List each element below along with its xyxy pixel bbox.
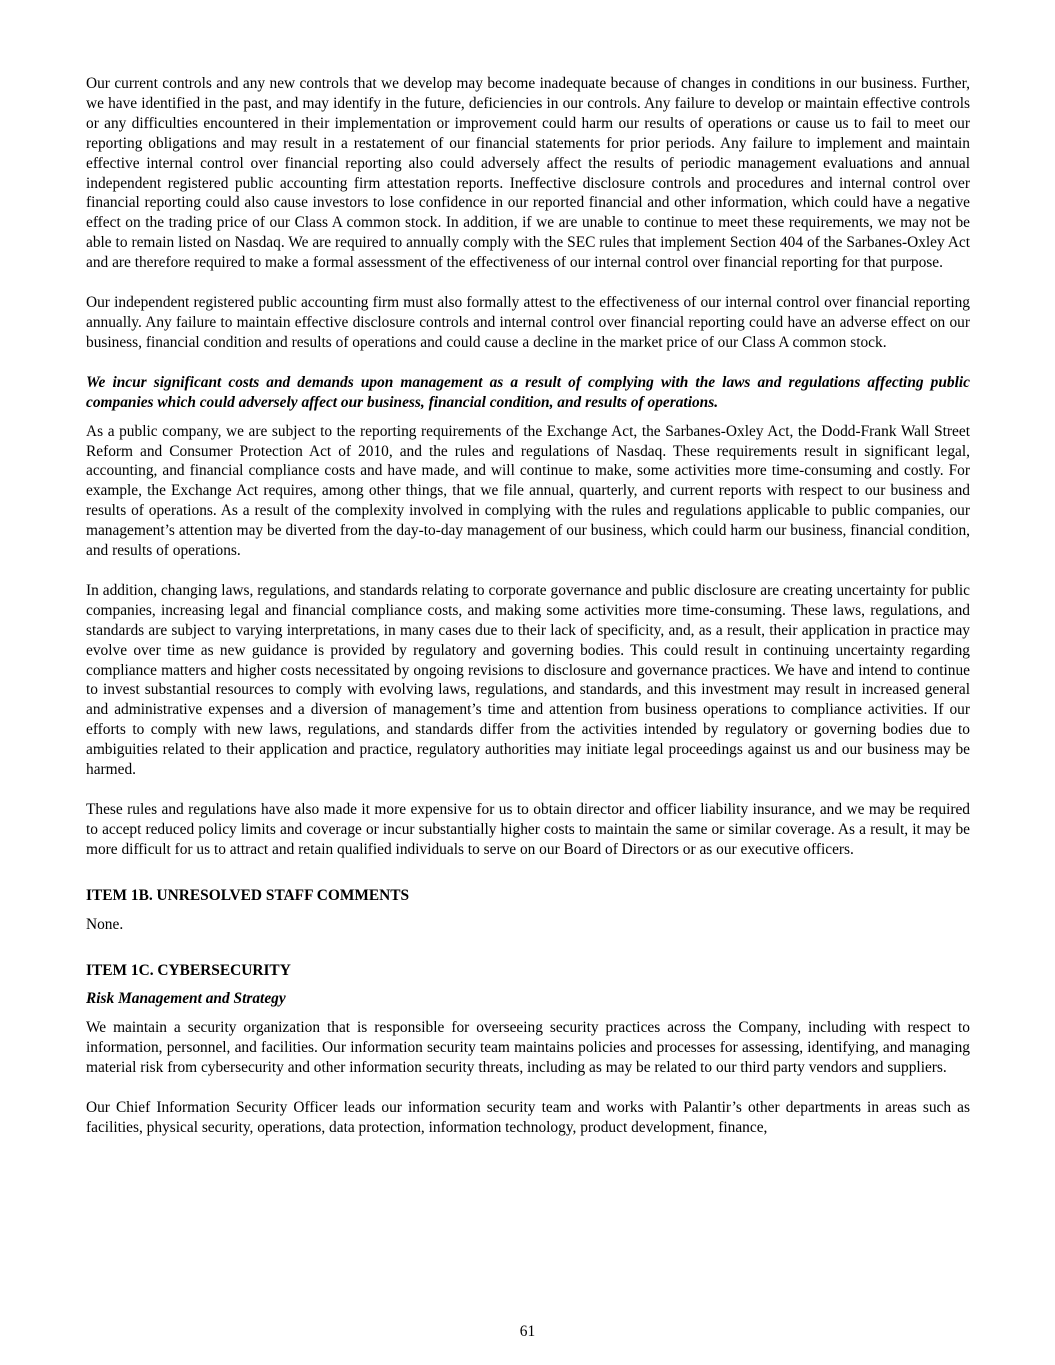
paragraph-insurance-costs: These rules and regulations have also made it more expensive for us to obtain director and officer liability insurance, and we may be required to accept reduced policy limits and coverage or incur substantially higher costs to maintain the same or similar coverage. As a result, it may be more difficult for us to attract and retain qualified individuals to serve on our Board of Directors or as our executive officers.: [86, 801, 970, 858]
risk-management-subheading: Risk Management and Strategy: [86, 990, 286, 1008]
paragraph-public-company-requirements: As a public company, we are subject to the reporting requirements of the Exchange Act, the Sarbanes-Oxley Act, the Dodd-Frank Wall Street Reform and Consumer Protection Act of 2010, and the rules and regulations of Nasdaq. These requirements result in significant legal, accounting, and financial compliance costs and have made, and will continue to make, some activities more time-consuming and costly. For example, the Exchange Act requires, among other things, that we file annual, quarterly, and current reports with respect to our business and results of operations. As a result of the complexity involved in complying with the rules and regulations applicable to public companies, our management’s attention may be diverted from the day-to-day management of our business, which could harm our business, financial condition, and results of operations.: [86, 422, 970, 560]
paragraph-controls-inadequate: Our current controls and any new controls that we develop may become inadequate because of changes in conditions in our business. Further, we have identified in the past, and may identify in the future, deficiencies in our controls. Any failure to develop or maintain effective controls or any difficulties encountered in their implementation or improvement could harm our results of operations or cause us to fail to meet our reporting obligations and may result in a restatement of our financial statements for prior periods. Any failure to implement and maintain effective internal control over financial reporting also could adversely affect the results of periodic management evaluations and annual independent registered public accounting firm attestation reports. Ineffective disclosure controls and procedures and internal control over financial reporting could also cause investors to lose confidence in our reported financial and other information, which could have a negative effect on the trading price of our Class A common stock. In addition, if we are unable to continue to meet these requirements, we may not be able to remain listed on Nasdaq. We are required to annually comply with the SEC rules that implement Section 404 of the Sarbanes-Oxley Act and are therefore required to make a formal assessment of the effectiveness of our internal control over financial reporting for that purpose.: [86, 75, 970, 272]
paragraph-auditor-attestation: Our independent registered public accounting firm must also formally attest to the effectiveness of our internal control over financial reporting annually. Any failure to maintain effective disclosure controls and internal control over financial reporting could have an adverse effect on our business, financial condition and results of operations and could cause a decline in the market price of our Class A common stock.: [86, 294, 970, 351]
paragraph-ciso: Our Chief Information Security Officer leads our information security team and works with Palantir’s other departments in areas such as facilities, physical security, operations, data protection, information technology, product development, finance,: [86, 1099, 970, 1136]
item-1c-heading: ITEM 1C. CYBERSECURITY: [86, 961, 291, 979]
page-number: 61: [519, 1323, 536, 1340]
document-page: [86, 74, 970, 1158]
item-1b-heading: ITEM 1B. UNRESOLVED STAFF COMMENTS: [86, 886, 410, 904]
risk-factor-heading: We incur significant costs and demands upon management as a result of complying with the laws and regulations affecting public companies which could adversely affect our business, financial condition, and results of operations.: [86, 373, 970, 411]
paragraph-changing-laws: In addition, changing laws, regulations, and standards relating to corporate governance and public disclosure are creating uncertainty for public companies, increasing legal and financial compliance costs, and making some activities more time-consuming. These laws, regulations, and standards are subject to varying interpretations, in many cases due to their lack of specificity, and, as a result, their application in practice may evolve over time as new guidance is provided by regulatory and governing bodies. This could result in continuing uncertainty regarding compliance matters and higher costs necessitated by ongoing revisions to disclosure and governance practices. We have and intend to continue to invest substantial resources to comply with evolving laws, regulations, and standards, and this investment may result in increased general and administrative expenses and a diversion of management’s time and attention from business operations to compliance activities. If our efforts to comply with new laws, regulations, and standards differ from the activities intended by regulatory or governing bodies due to ambiguities related to their application and practice, regulatory authorities may initiate legal proceedings against us and our business may be harmed.: [86, 581, 970, 779]
paragraph-security-organization: We maintain a security organization that is responsible for overseeing security practices across the Company, including with respect to information, personnel, and facilities. Our information security team maintains policies and processes for assessing, identifying, and managing material risk from cybersecurity and other information security threats, including as may be related to our third party vendors and suppliers.: [86, 1019, 970, 1077]
item-1b-body: None.: [86, 915, 124, 933]
